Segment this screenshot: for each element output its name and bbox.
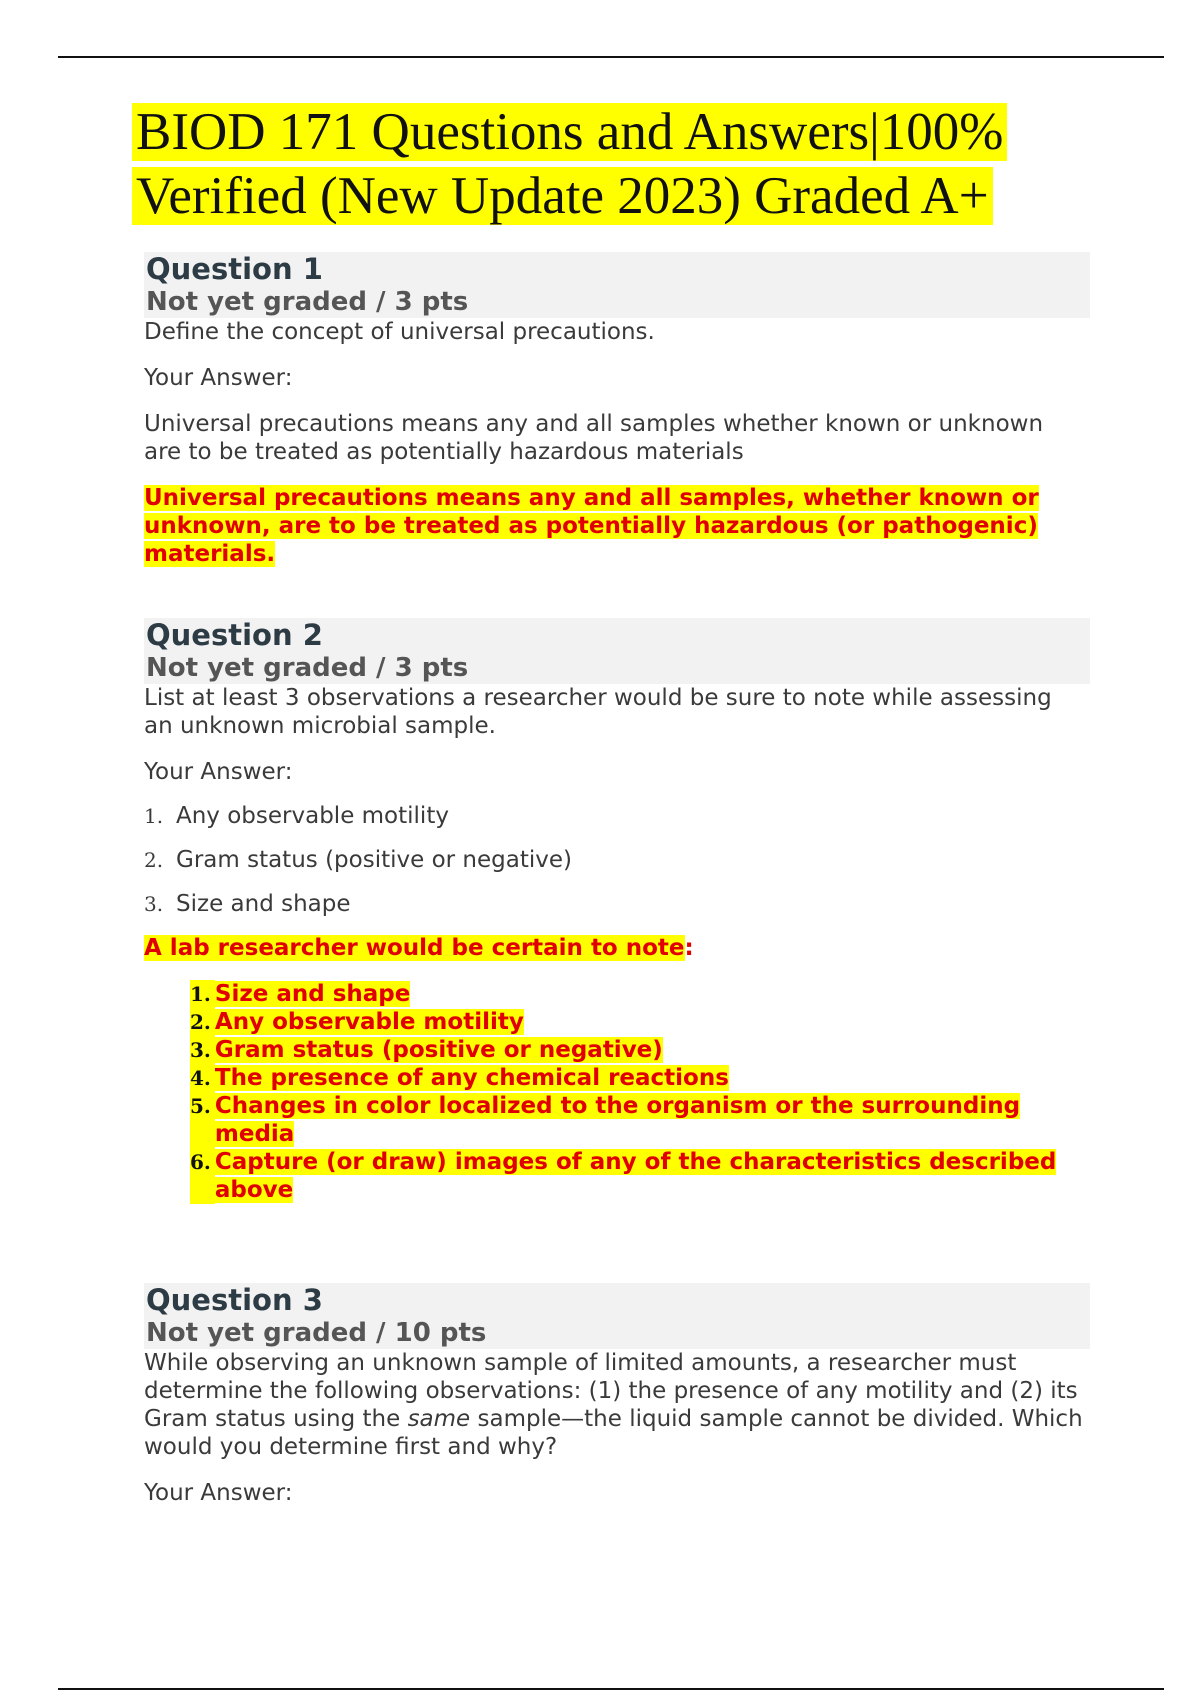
list-item: 1. Any observable motility: [144, 803, 449, 829]
title-line-2: Verified (New Update 2023) Graded A+: [132, 167, 993, 225]
question-title: Question 2: [146, 618, 323, 652]
question-points: Not yet graded / 3 pts: [146, 287, 469, 317]
list-item: 1. Size and shape: [190, 981, 411, 1007]
bottom-rule: [58, 1688, 1164, 1690]
your-answer-label: Your Answer:: [144, 365, 293, 391]
your-answer-label: Your Answer:: [144, 759, 293, 785]
list-item: 5. Changes in color localized to the organism or the surrounding media: [190, 1093, 1021, 1147]
question-header: [144, 618, 1090, 684]
question-2: [144, 618, 1088, 1204]
student-answer: Universal precautions means any and all samples whether known or unknown are to be treated as potentially hazardous materials: [144, 411, 1044, 465]
question-points: Not yet graded / 10 pts: [146, 1318, 487, 1348]
student-answer-list: [144, 802, 1088, 918]
question-header: [144, 1283, 1090, 1349]
correct-answer-intro: A lab researcher would be certain to note:: [144, 935, 694, 961]
question-header: [144, 252, 1090, 318]
correct-answer-list: [190, 980, 1088, 1204]
correct-answer: [144, 484, 1088, 568]
list-item: 6. Capture (or draw) images of any of the characteristics described above: [190, 1149, 1057, 1203]
question-title: Question 3: [146, 1283, 323, 1317]
top-rule: [58, 56, 1164, 58]
list-item: 4. The presence of any chemical reactions: [190, 1065, 729, 1091]
correct-answer-text: Universal precautions means any and all samples, whether known or unknown, are to be treated as potentially hazardous (or pathogenic) materials.: [144, 485, 1039, 567]
list-item: 2. Any observable motility: [190, 1009, 524, 1035]
question-prompt: List at least 3 observations a researcher would be sure to note while assessing an unknown microbial sample.: [144, 685, 1052, 739]
question-prompt: While observing an unknown sample of limited amounts, a researcher must determine the following observations: (1) the presence of any motility and (2) its Gram status using the same sample—the liquid sample cannot be divided. Which would you determine first and why?: [144, 1350, 1083, 1460]
question-1: [144, 252, 1088, 568]
question-points: Not yet graded / 3 pts: [146, 653, 469, 683]
question-prompt: Define the concept of universal precautions.: [144, 319, 655, 345]
title-line-1: BIOD 171 Questions and Answers|100%: [132, 103, 1007, 161]
question-3: [144, 1283, 1088, 1507]
your-answer-label: Your Answer:: [144, 1480, 293, 1506]
list-item: 3. Size and shape: [144, 891, 351, 917]
list-item: 3. Gram status (positive or negative): [190, 1037, 663, 1063]
question-title: Question 1: [146, 252, 323, 286]
list-item: 2. Gram status (positive or negative): [144, 847, 572, 873]
document-title: [132, 100, 1092, 228]
